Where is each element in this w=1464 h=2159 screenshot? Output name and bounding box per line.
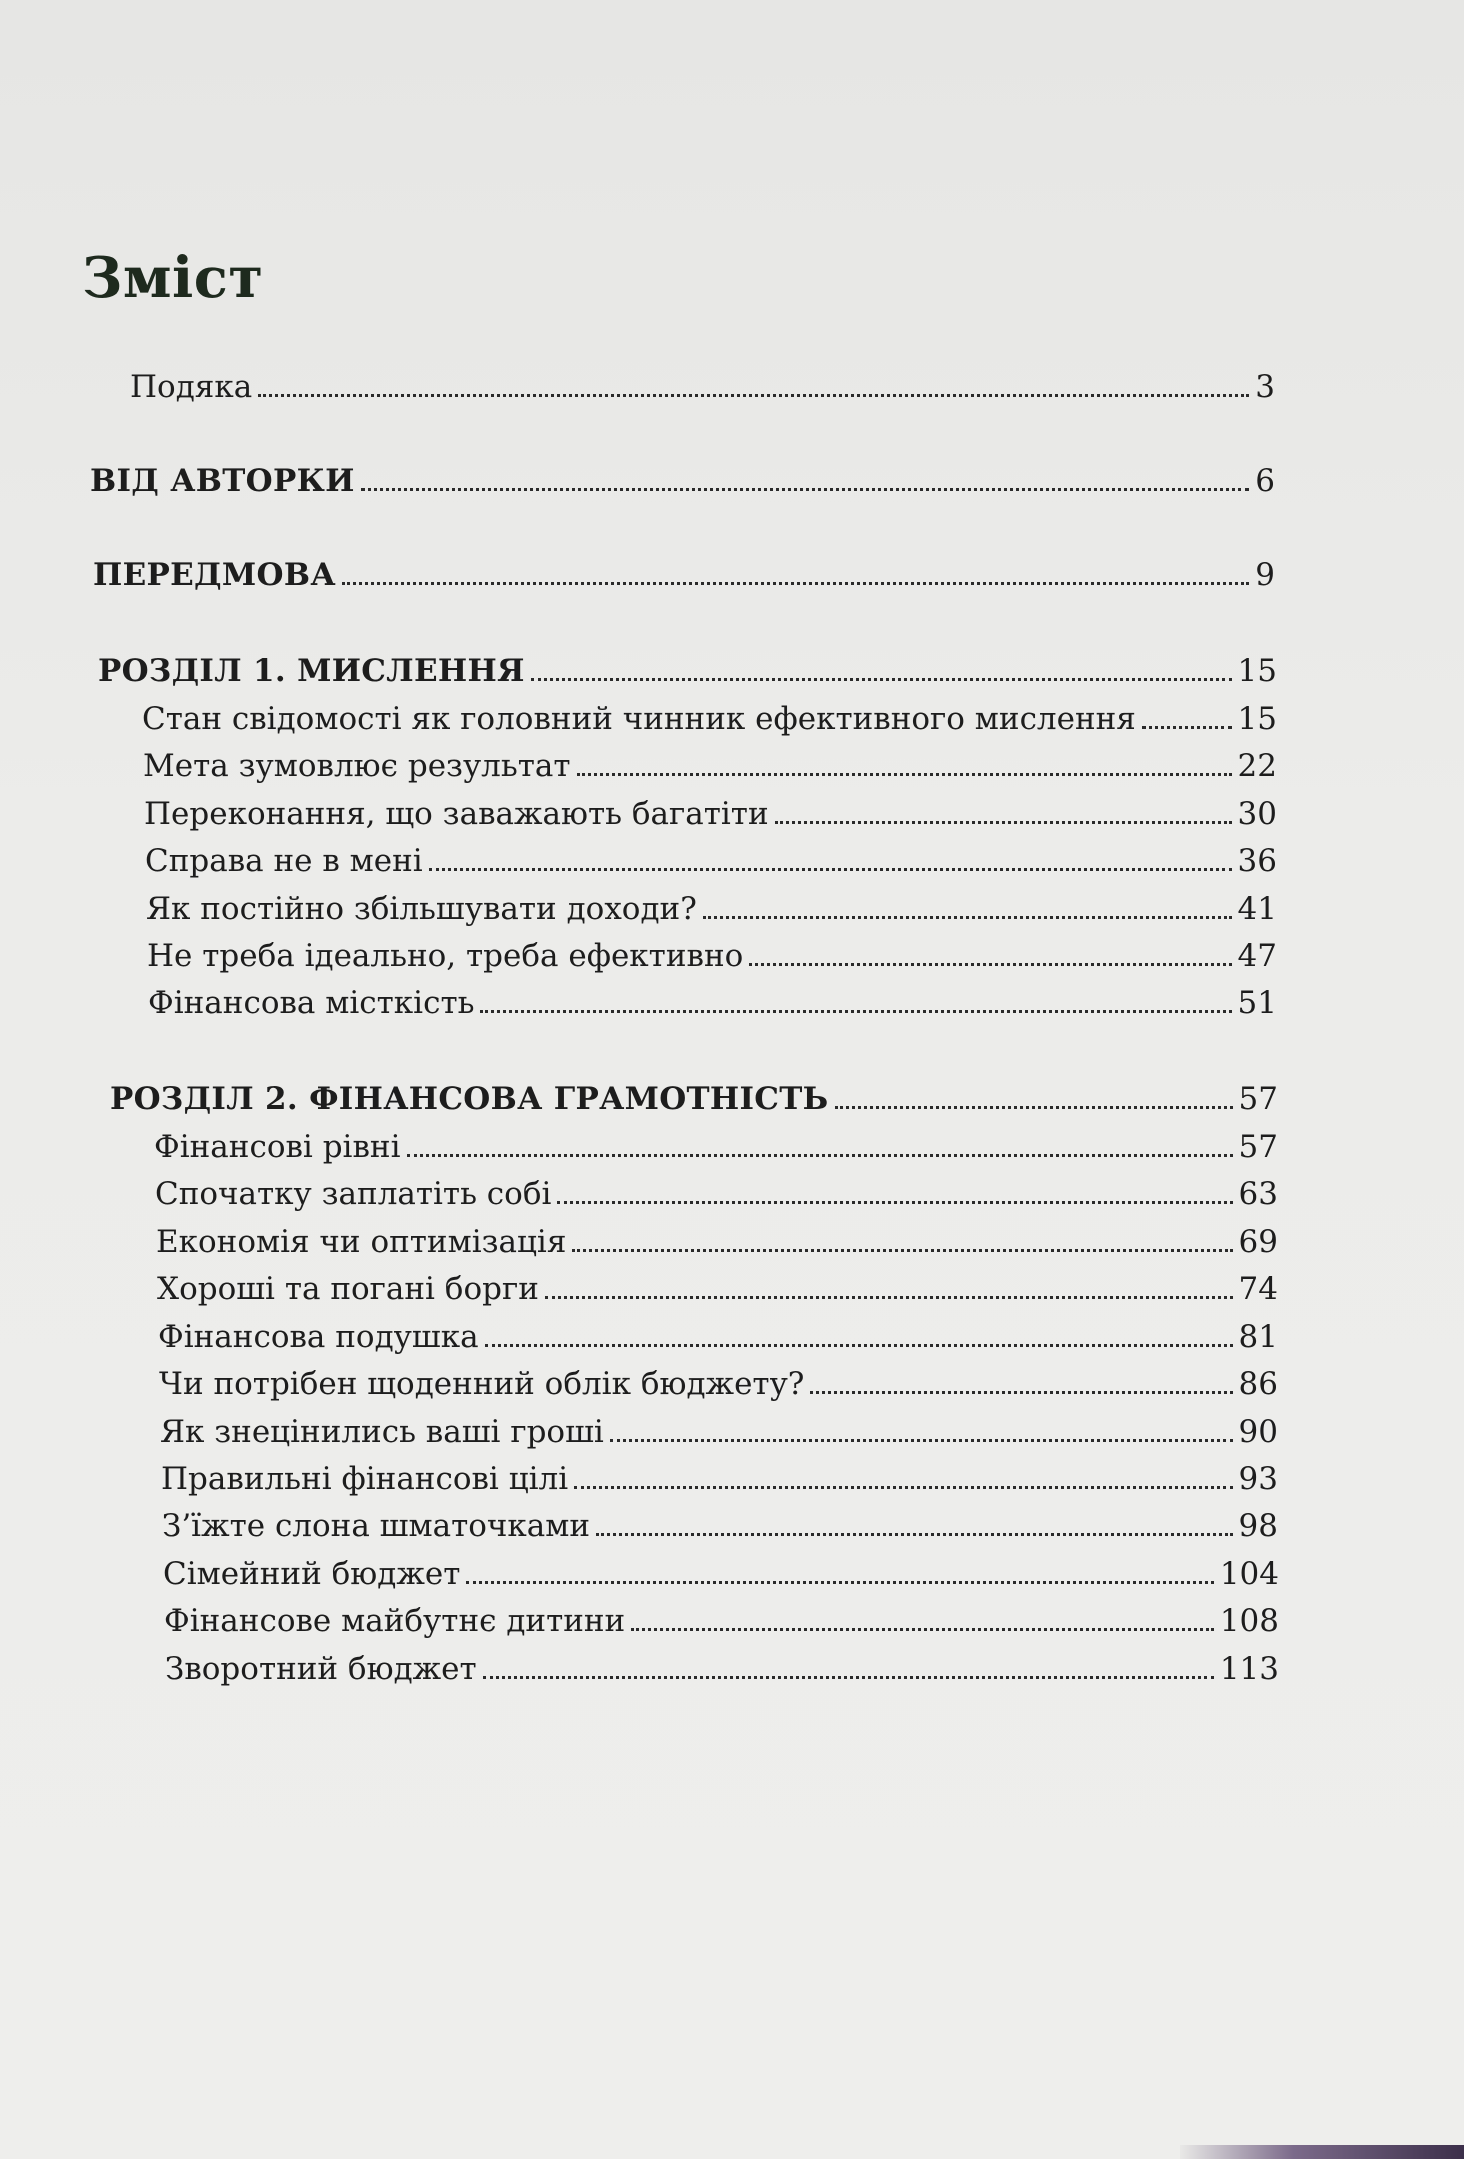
toc-entry-label: З’їжте слона шматочками — [162, 1508, 591, 1544]
toc-entry — [162, 1503, 1278, 1549]
toc-entry — [165, 1646, 1279, 1692]
dot-leader — [810, 1391, 1232, 1394]
toc-entry-label: Переконання, що заважають багатіти — [144, 796, 769, 832]
dot-leader — [631, 1628, 1214, 1631]
dot-leader — [574, 1486, 1232, 1489]
toc-entry-page: 104 — [1219, 1556, 1279, 1592]
toc-section — [93, 552, 1275, 598]
toc-entry-page: 63 — [1238, 1176, 1278, 1212]
toc-entry-label: Сімейний бюджет — [163, 1556, 461, 1592]
toc-entry-page: 86 — [1238, 1366, 1278, 1402]
dot-leader — [557, 1201, 1232, 1204]
toc-entry-label: Не треба ідеально, треба ефективно — [147, 938, 744, 974]
toc-entry-page: 90 — [1238, 1414, 1278, 1450]
toc-entry-page: 47 — [1237, 938, 1277, 974]
toc-entry-page: 74 — [1238, 1271, 1278, 1307]
dot-leader — [596, 1533, 1233, 1536]
toc-entry-label: Зворотний бюджет — [165, 1651, 477, 1687]
dot-leader — [407, 1154, 1233, 1157]
toc-entry-page: 41 — [1237, 891, 1277, 927]
toc-entry — [148, 980, 1277, 1026]
bottom-edge-shadow — [1180, 2145, 1464, 2159]
toc-entry-page: 3 — [1255, 369, 1275, 405]
toc-entry — [157, 1266, 1278, 1312]
toc-entry — [160, 1409, 1278, 1455]
toc-entry — [130, 364, 1275, 410]
toc-entry-page: 22 — [1237, 748, 1277, 784]
toc-entry-page: 69 — [1238, 1224, 1278, 1260]
toc-entry — [142, 696, 1277, 742]
toc-entry-label: Чи потрібен щоденний облік бюджету? — [159, 1366, 805, 1402]
dot-leader — [485, 1344, 1233, 1347]
toc-chapter — [110, 1076, 1278, 1122]
toc-entry-label: Спочатку заплатіть собі — [155, 1176, 552, 1212]
toc-entry-page: 36 — [1237, 843, 1277, 879]
dot-leader — [531, 678, 1232, 681]
toc-entry — [145, 838, 1277, 884]
dot-leader — [775, 821, 1232, 824]
toc-entry-label: Фінансова подушка — [158, 1319, 479, 1355]
toc-entry-page: 51 — [1237, 985, 1277, 1021]
toc-entry — [163, 1551, 1279, 1597]
toc-entry — [156, 1219, 1278, 1265]
toc-entry-label: Справа не в мені — [145, 843, 423, 879]
toc-entry-page: 30 — [1237, 796, 1277, 832]
toc-entry-label: Економія чи оптимізація — [156, 1224, 567, 1260]
toc-entry — [158, 1314, 1278, 1360]
dot-leader — [480, 1010, 1231, 1013]
toc-entry — [144, 791, 1277, 837]
toc-chapter-label: РОЗДІЛ 1. МИСЛЕННЯ — [98, 653, 525, 689]
dot-leader — [703, 916, 1232, 919]
dot-leader — [545, 1296, 1233, 1299]
page-title: Зміст — [82, 245, 264, 311]
dot-leader — [835, 1106, 1233, 1109]
toc-entry — [154, 1124, 1278, 1170]
toc-section-label: ВІД АВТОРКИ — [90, 463, 355, 499]
dot-leader — [610, 1439, 1233, 1442]
dot-leader — [429, 868, 1232, 871]
toc-entry-label: Стан свідомості як головний чинник ефективного мислення — [142, 701, 1136, 737]
toc-entry — [164, 1598, 1279, 1644]
toc-section — [90, 458, 1275, 504]
toc-section-page: 6 — [1255, 463, 1275, 499]
toc-entry-page: 108 — [1219, 1603, 1279, 1639]
toc-entry — [155, 1171, 1278, 1217]
toc-entry-label: Мета зумовлює результат — [143, 748, 571, 784]
toc-entry — [159, 1361, 1278, 1407]
toc-entry-page: 57 — [1238, 1129, 1278, 1165]
toc-chapter-page: 57 — [1238, 1081, 1278, 1117]
toc-entry-label: Як постійно збільшувати доходи? — [146, 891, 697, 927]
toc-chapter-label: РОЗДІЛ 2. ФІНАНСОВА ГРАМОТНІСТЬ — [110, 1081, 829, 1117]
dot-leader — [483, 1676, 1214, 1679]
toc-entry — [143, 743, 1277, 789]
toc-entry-label: Хороші та погані борги — [157, 1271, 539, 1307]
dot-leader — [466, 1581, 1213, 1584]
toc-entry-label: Фінансові рівні — [154, 1129, 401, 1165]
toc-chapter-page: 15 — [1237, 653, 1277, 689]
toc-entry-label: Фінансове майбутнє дитини — [164, 1603, 626, 1639]
toc-section-page: 9 — [1255, 557, 1275, 593]
dot-leader — [1142, 726, 1232, 729]
toc-entry-page: 15 — [1237, 701, 1277, 737]
toc-entry — [161, 1456, 1278, 1502]
dot-leader — [577, 773, 1232, 776]
toc-section-label: ПЕРЕДМОВА — [93, 557, 336, 593]
toc-entry-page: 81 — [1238, 1319, 1278, 1355]
dot-leader — [342, 582, 1249, 585]
toc-entry — [147, 933, 1277, 979]
toc-entry-label: Подяка — [130, 369, 253, 405]
dot-leader — [361, 488, 1250, 491]
toc-entry-page: 113 — [1219, 1651, 1279, 1687]
toc-entry-page: 93 — [1238, 1461, 1278, 1497]
toc-entry-label: Як знецінились ваші гроші — [160, 1414, 604, 1450]
toc-entry-label: Фінансова місткість — [148, 985, 475, 1021]
toc-entry-label: Правильні фінансові цілі — [161, 1461, 569, 1497]
dot-leader — [258, 394, 1249, 397]
dot-leader — [572, 1249, 1232, 1252]
toc-entry-page: 98 — [1238, 1508, 1278, 1544]
toc-entry — [146, 886, 1277, 932]
dot-leader — [749, 963, 1231, 966]
toc-chapter — [98, 648, 1277, 694]
